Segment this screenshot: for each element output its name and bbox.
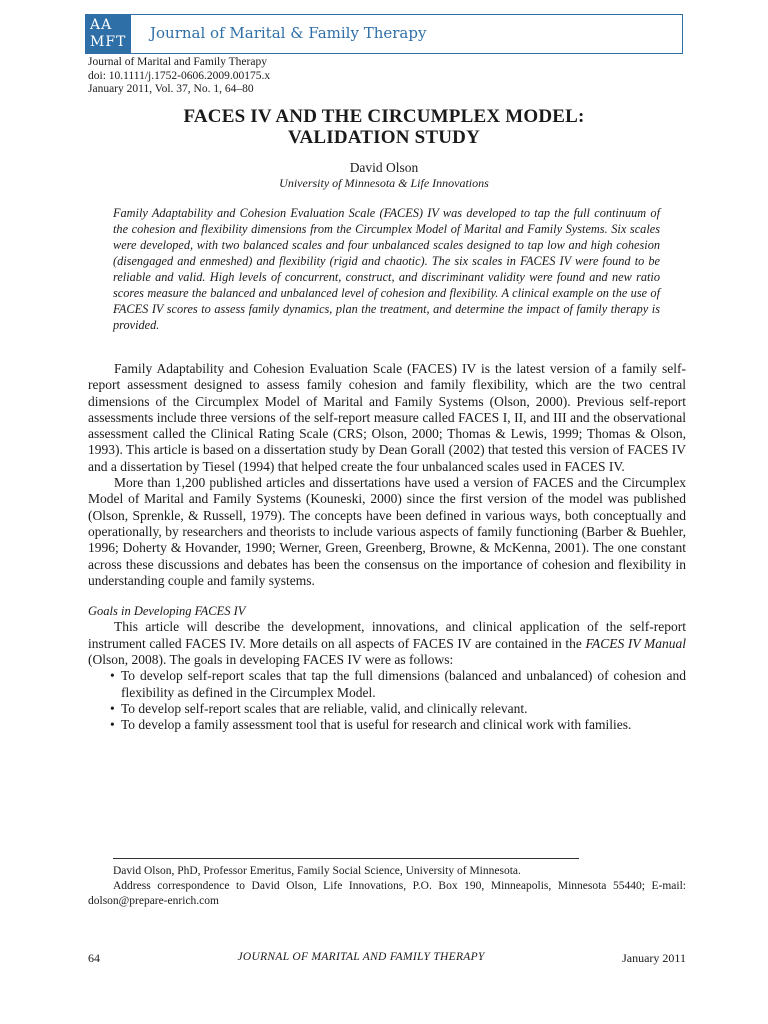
page-number: 64 (88, 951, 100, 965)
author-name: David Olson (349, 160, 419, 175)
title-line-1: FACES IV AND THE CIRCUMPLEX MODEL: (183, 106, 585, 127)
list-item: • To develop self-report scales that are reliable, valid, and clinically relevant. (88, 701, 686, 717)
meta-doi: doi: 10.1111/j.1752-0606.2009.00175.x (88, 69, 271, 82)
meta-issue: January 2011, Vol. 37, No. 1, 64–80 (88, 83, 254, 95)
article-title (0, 106, 768, 148)
title-line-2: VALIDATION STUDY (287, 127, 480, 148)
running-journal-title: JOURNAL OF MARITAL AND FAMILY THERAPY (237, 951, 485, 963)
logo-line-1: AA (90, 17, 113, 33)
body-paragraph (88, 619, 686, 668)
body-paragraph: More than 1,200 published articles and dissertations have used a version of FACES and the Circumplex Model of Marital and Family Systems (Kouneski, 2000) since the first version of the model was published (Olson, Sprenkle, & Russell, 1979). The concepts have been defined in various ways, both conceptually and operationally, by researchers and theorists to include various aspects of family functioning (Barber & Buehler, 1996; Doherty & Hovander, 1990; Werner, Green, Greenberg, Browne, & McKenna, 2001). The one constant across these discussions and debates has been the consensus on the importance of cohesion and flexibility in understanding couple and family systems. (88, 475, 686, 588)
footnote-author: David Olson, PhD, Professor Emeritus, Family Social Science, University of Minnesota. (113, 865, 521, 877)
article-body (88, 361, 686, 734)
journal-name: Journal of Marital & Family Therapy (150, 24, 427, 42)
goals-list (88, 668, 686, 733)
list-item: • To develop self-report scales that tap the full dimensions (balanced and unbalanced) of cohesion and flexibility as defined in the Circumplex Model. (88, 668, 686, 701)
issue-date: January 2011 (622, 951, 686, 965)
footnote (88, 864, 686, 909)
paragraph-text: (Olson, 2008). The goals in developing FACES IV were as follows: (88, 652, 454, 668)
aamft-logo (85, 14, 131, 54)
list-item: • To develop a family assessment tool that is useful for research and clinical work with families. (88, 717, 686, 733)
manual-title: FACES IV Manual (585, 635, 686, 651)
meta-journal: Journal of Marital and Family Therapy (88, 56, 267, 68)
citation-meta (88, 56, 270, 97)
page-footer (88, 951, 686, 966)
section-heading: Goals in Developing FACES IV (88, 604, 246, 619)
footnote-correspondence: Address correspondence to David Olson, Life Innovations, P.O. Box 190, Minneapolis, Minnesota 55440; E-mail: dolson@prepare-enrich.com (88, 880, 686, 907)
logo-line-2: MFT (90, 34, 127, 50)
body-paragraph: Family Adaptability and Cohesion Evaluation Scale (FACES) IV is the latest version of a family self-report assessment designed to assess family cohesion and family flexibility, which are the two central dimensions of the Circumplex Model of Marital and Family Systems (Olson, 2000). Previous self-report assessments include three versions of the self-report measure called FACES I, II, and III and the observational assessment called the Clinical Rating Scale (CRS; Olson, 2000; Thomas & Lewis, 1999; Thomas & Olson, 1993). This article is based on a dissertation study by Dean Gorall (2002) that tested this version of FACES IV and a dissertation by Tiesel (1994) that helped create the four unbalanced scales used in FACES IV. (88, 361, 686, 474)
abstract: Family Adaptability and Cohesion Evaluation Scale (FACES) IV was developed to tap the full continuum of the cohesion and flexibility dimensions from the Circumplex Model of Marital and Family Systems. Six scales were developed, with two balanced scales and four unbalanced scales designed to tap low and high cohesion (disengaged and enmeshed) and flexibility (rigid and chaotic). The six scales in FACES IV were found to be reliable and valid. High levels of concurrent, construct, and discriminant validity were found and new ratio scores measure the balanced and unbalanced level of cohesion and flexibility. A clinical example on the use of FACES IV scores to assess family dynamics, plan the treatment, and determine the impact of family therapy is provided. (113, 206, 660, 332)
footnote-divider (113, 858, 579, 859)
paragraph-text: This article will describe the development, innovations, and clinical application of the self-report instrument called FACES IV. More details on all aspects of FACES IV are contained in the (88, 619, 686, 651)
author-affiliation: University of Minnesota & Life Innovations (279, 176, 489, 190)
